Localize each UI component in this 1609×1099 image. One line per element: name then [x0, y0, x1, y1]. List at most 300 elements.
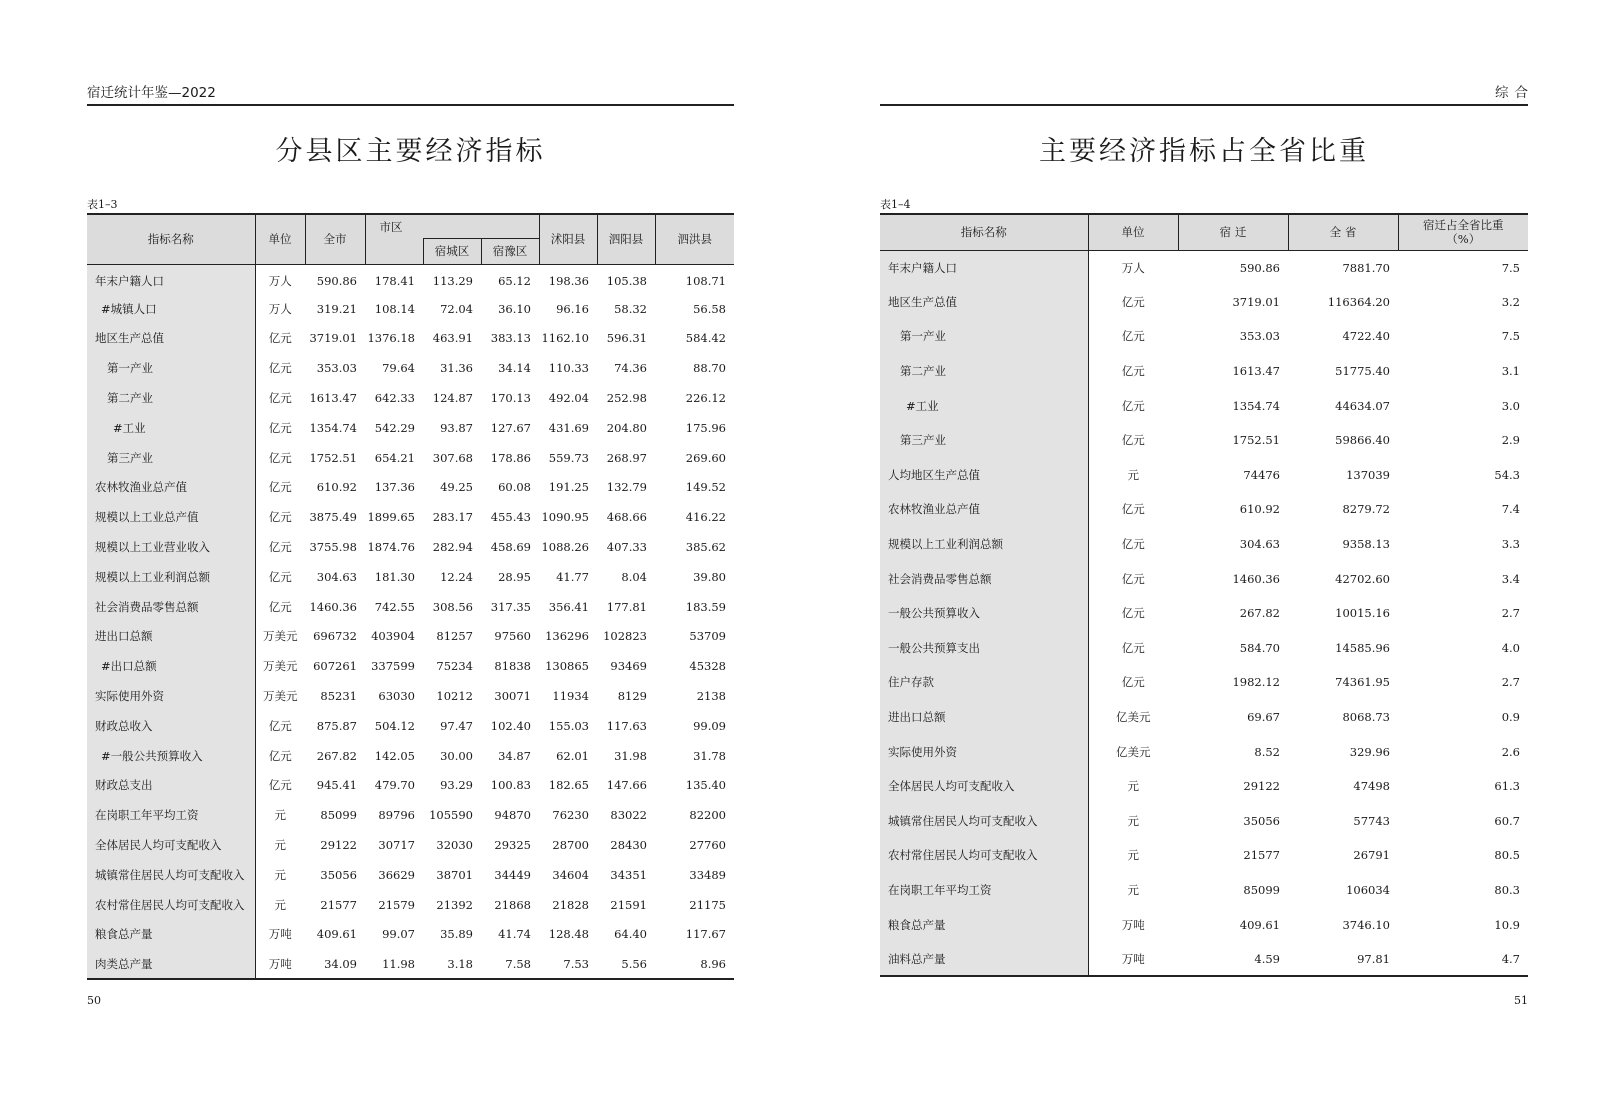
table-row [880, 700, 1528, 735]
value-cell: 590.86 [316, 274, 357, 289]
value-cell: 105.38 [606, 274, 647, 289]
value-cell: 93.29 [440, 778, 473, 793]
header-city: 全市 [305, 214, 365, 264]
indicator-name: 第一产业 [880, 319, 1088, 354]
value-cell: 106034 [1346, 882, 1390, 897]
value-cell: 54.3 [1494, 467, 1520, 482]
table-row [880, 804, 1528, 839]
value-cell: 82200 [689, 808, 726, 823]
value-cell: 353.03 [316, 361, 357, 376]
value-cell: 108.71 [685, 274, 726, 289]
value-cell: 1752.51 [309, 450, 357, 465]
province-share-table [880, 213, 1528, 977]
value-cell: 41.74 [498, 927, 531, 942]
value-cell: 584.70 [1239, 640, 1280, 655]
value-cell: 21828 [552, 897, 589, 912]
indicator-unit: 亿元 [1121, 606, 1145, 621]
value-cell: 3.2 [1501, 294, 1520, 309]
value-cell: 28430 [610, 838, 647, 853]
value-cell: 319.21 [316, 301, 357, 316]
indicator-unit: 元 [1127, 813, 1139, 828]
indicator-unit: 元 [1127, 848, 1139, 863]
indicator-name: 住户存款 [880, 665, 1088, 700]
value-cell: 93469 [610, 659, 647, 674]
value-cell: 191.25 [548, 480, 589, 495]
value-cell: 875.87 [316, 718, 357, 733]
indicator-unit: 亿元 [268, 569, 292, 584]
value-cell: 35.89 [440, 927, 473, 942]
value-cell: 7.4 [1501, 502, 1520, 517]
indicator-name: 规模以上工业利润总额 [880, 527, 1088, 562]
value-cell: 34.09 [324, 956, 357, 971]
table-row [880, 423, 1528, 458]
indicator-unit: 万美元 [263, 689, 298, 704]
table-row [87, 622, 734, 652]
value-cell: 136296 [545, 629, 589, 644]
indicator-unit: 万吨 [268, 927, 292, 942]
value-cell: 1752.51 [1232, 433, 1280, 448]
value-cell: 1354.74 [309, 420, 357, 435]
indicator-unit: 亿元 [268, 510, 292, 525]
indicator-unit: 元 [274, 897, 286, 912]
value-cell: 39.80 [693, 569, 726, 584]
value-cell: 102823 [603, 629, 647, 644]
indicator-unit: 亿元 [268, 480, 292, 495]
value-cell: 7.5 [1501, 329, 1520, 344]
value-cell: 403904 [371, 629, 415, 644]
header-district-blank [365, 238, 423, 264]
header-sihong: 泗洪县 [655, 214, 734, 264]
indicator-unit: 亿元 [268, 450, 292, 465]
value-cell: 1460.36 [309, 599, 357, 614]
indicator-unit: 亿元 [1121, 675, 1145, 690]
value-cell: 117.67 [685, 927, 726, 942]
value-cell: 4.0 [1501, 640, 1520, 655]
value-cell: 479.70 [374, 778, 415, 793]
value-cell: 307.68 [432, 450, 473, 465]
value-cell: 127.67 [490, 420, 531, 435]
value-cell: 3.3 [1501, 537, 1520, 552]
table-row [880, 907, 1528, 942]
value-cell: 252.98 [606, 391, 647, 406]
value-cell: 69.67 [1247, 710, 1280, 725]
value-cell: 58.32 [614, 301, 647, 316]
page-title-left: 分县区主要经济指标 [275, 136, 546, 167]
header-unit: 单位 [1088, 214, 1178, 250]
value-cell: 34449 [494, 867, 531, 882]
value-cell: 1090.95 [541, 510, 589, 525]
value-cell: 65.12 [498, 274, 531, 289]
value-cell: 57743 [1353, 813, 1390, 828]
value-cell: 116364.20 [1327, 294, 1390, 309]
value-cell: 1376.18 [367, 331, 415, 346]
indicator-name: 实际使用外资 [87, 681, 255, 711]
header-share-line1: 宿迁占全省比重 [1423, 218, 1504, 233]
indicator-unit: 亿美元 [1116, 710, 1151, 725]
value-cell: 21577 [1243, 848, 1280, 863]
value-cell: 696732 [313, 629, 357, 644]
value-cell: 383.13 [490, 331, 531, 346]
value-cell: 175.96 [685, 420, 726, 435]
value-cell: 30.00 [440, 748, 473, 763]
value-cell: 72.04 [440, 301, 473, 316]
value-cell: 21591 [610, 897, 647, 912]
value-cell: 1162.10 [541, 331, 589, 346]
value-cell: 1613.47 [309, 391, 357, 406]
table-row [880, 873, 1528, 908]
value-cell: 7.53 [563, 956, 589, 971]
value-cell: 463.91 [432, 331, 473, 346]
table-row [87, 681, 734, 711]
value-cell: 353.03 [1239, 329, 1280, 344]
value-cell: 504.12 [374, 718, 415, 733]
value-cell: 304.63 [1239, 537, 1280, 552]
value-cell: 654.21 [374, 450, 415, 465]
value-cell: 458.69 [490, 540, 531, 555]
indicator-name: #城镇人口 [87, 294, 255, 324]
indicator-name: 一般公共预算收入 [880, 596, 1088, 631]
indicator-unit: 万美元 [263, 659, 298, 674]
indicator-unit: 元 [1127, 467, 1139, 482]
table-row [880, 769, 1528, 804]
value-cell: 3875.49 [309, 510, 357, 525]
value-cell: 1088.26 [541, 540, 589, 555]
table-row [87, 383, 734, 413]
header-suqian: 宿 迁 [1178, 214, 1288, 250]
value-cell: 64.40 [614, 927, 647, 942]
indicator-unit: 万人 [268, 301, 292, 316]
value-cell: 105590 [429, 808, 473, 823]
value-cell: 431.69 [548, 420, 589, 435]
value-cell: 267.82 [1239, 606, 1280, 621]
value-cell: 10.9 [1494, 917, 1520, 932]
table-row [880, 631, 1528, 666]
value-cell: 183.59 [685, 599, 726, 614]
value-cell: 81257 [436, 629, 473, 644]
indicator-name: #工业 [880, 388, 1088, 423]
value-cell: 34.14 [498, 361, 531, 376]
value-cell: 308.56 [432, 599, 473, 614]
page-title-right: 主要经济指标占全省比重 [1039, 136, 1369, 167]
value-cell: 8.52 [1254, 744, 1280, 759]
value-cell: 30071 [494, 689, 531, 704]
value-cell: 1874.76 [367, 540, 415, 555]
value-cell: 76230 [552, 808, 589, 823]
value-cell: 269.60 [685, 450, 726, 465]
value-cell: 7.5 [1501, 260, 1520, 275]
value-cell: 8279.72 [1342, 502, 1390, 517]
value-cell: 61.3 [1494, 779, 1520, 794]
value-cell: 38701 [436, 867, 473, 882]
value-cell: 26791 [1353, 848, 1390, 863]
value-cell: 9358.13 [1342, 537, 1390, 552]
indicator-unit: 亿元 [1121, 364, 1145, 379]
header-suyu: 宿豫区 [481, 238, 539, 264]
value-cell: 97.47 [440, 718, 473, 733]
indicator-unit: 万吨 [1121, 951, 1145, 966]
value-cell: 584.42 [685, 331, 726, 346]
table-row [87, 800, 734, 830]
value-cell: 416.22 [685, 510, 726, 525]
header-name: 指标名称 [880, 214, 1088, 250]
value-cell: 75234 [436, 659, 473, 674]
value-cell: 97.81 [1357, 951, 1390, 966]
indicator-name: 进出口总额 [880, 700, 1088, 735]
value-cell: 29325 [494, 838, 531, 853]
value-cell: 1613.47 [1232, 364, 1280, 379]
value-cell: 63030 [378, 689, 415, 704]
value-cell: 2.7 [1501, 675, 1520, 690]
indicator-name: #出口总额 [87, 651, 255, 681]
value-cell: 0.9 [1501, 710, 1520, 725]
value-cell: 35056 [1243, 813, 1280, 828]
value-cell: 409.61 [1239, 917, 1280, 932]
table-row [880, 492, 1528, 527]
value-cell: 80.3 [1494, 882, 1520, 897]
value-cell: 149.52 [685, 480, 726, 495]
indicator-unit: 亿元 [268, 420, 292, 435]
value-cell: 56.58 [693, 301, 726, 316]
value-cell: 137.36 [374, 480, 415, 495]
table-row [880, 285, 1528, 320]
value-cell: 31.98 [614, 748, 647, 763]
value-cell: 132.79 [606, 480, 647, 495]
indicator-name: 第三产业 [880, 423, 1088, 458]
indicator-unit: 亿元 [268, 599, 292, 614]
value-cell: 85099 [1243, 882, 1280, 897]
table-row [87, 741, 734, 771]
value-cell: 28700 [552, 838, 589, 853]
header-share [1398, 214, 1528, 250]
value-cell: 304.63 [316, 569, 357, 584]
value-cell: 2.9 [1501, 433, 1520, 448]
value-cell: 3.0 [1501, 398, 1520, 413]
value-cell: 2.6 [1501, 744, 1520, 759]
value-cell: 2138 [696, 689, 726, 704]
indicator-name: 财政总收入 [87, 711, 255, 741]
value-cell: 4.7 [1501, 951, 1520, 966]
value-cell: 113.29 [432, 274, 473, 289]
value-cell: 559.73 [548, 450, 589, 465]
indicator-name: 全体居民人均可支配收入 [880, 769, 1088, 804]
indicator-name: 农林牧渔业总产值 [880, 492, 1088, 527]
value-cell: 204.80 [606, 420, 647, 435]
indicator-name: #一般公共预算收入 [87, 741, 255, 771]
value-cell: 93.87 [440, 420, 473, 435]
header-district: 市区 [365, 214, 423, 238]
indicator-unit: 亿元 [268, 540, 292, 555]
indicator-name: 进出口总额 [87, 622, 255, 652]
indicator-name: 油料总产量 [880, 942, 1088, 977]
table-row [880, 250, 1528, 285]
indicator-unit: 元 [274, 867, 286, 882]
value-cell: 1982.12 [1232, 675, 1280, 690]
table-row [87, 830, 734, 860]
value-cell: 74.36 [614, 361, 647, 376]
value-cell: 124.87 [432, 391, 473, 406]
value-cell: 102.40 [490, 718, 531, 733]
table-row [87, 562, 734, 592]
indicator-name: 规模以上工业总产值 [87, 502, 255, 532]
header-share-line2: （%） [1446, 232, 1481, 247]
value-cell: 356.41 [548, 599, 589, 614]
value-cell: 29122 [1243, 779, 1280, 794]
indicator-name: 肉类总产量 [87, 949, 255, 979]
value-cell: 1460.36 [1232, 571, 1280, 586]
value-cell: 21868 [494, 897, 531, 912]
value-cell: 3.18 [447, 956, 473, 971]
value-cell: 42702.60 [1335, 571, 1390, 586]
value-cell: 51775.40 [1335, 364, 1390, 379]
value-cell: 53709 [689, 629, 726, 644]
value-cell: 10015.16 [1335, 606, 1390, 621]
value-cell: 3755.98 [309, 540, 357, 555]
table-row [87, 771, 734, 801]
indicator-name: 城镇常住居民人均可支配收入 [87, 860, 255, 890]
indicator-name: 农林牧渔业总产值 [87, 473, 255, 503]
value-cell: 117.63 [606, 718, 647, 733]
value-cell: 177.81 [606, 599, 647, 614]
value-cell: 407.33 [606, 540, 647, 555]
header-sucheng: 宿城区 [423, 238, 481, 264]
indicator-unit: 元 [274, 838, 286, 853]
table-row [87, 711, 734, 741]
value-cell: 3.1 [1501, 364, 1520, 379]
indicator-unit: 亿元 [1121, 294, 1145, 309]
table-row [87, 532, 734, 562]
value-cell: 33489 [689, 867, 726, 882]
value-cell: 36629 [378, 867, 415, 882]
indicator-unit: 万人 [1121, 260, 1145, 275]
value-cell: 3.4 [1501, 571, 1520, 586]
page-number-left: 50 [87, 994, 101, 1007]
indicator-name: 年末户籍人口 [880, 250, 1088, 285]
value-cell: 36.10 [498, 301, 531, 316]
value-cell: 3719.01 [1232, 294, 1280, 309]
value-cell: 181.30 [374, 569, 415, 584]
value-cell: 79.64 [382, 361, 415, 376]
value-cell: 49.25 [440, 480, 473, 495]
table-row [880, 561, 1528, 596]
indicator-unit: 亿元 [1121, 329, 1145, 344]
indicator-name: 第一产业 [87, 353, 255, 383]
value-cell: 607261 [313, 659, 357, 674]
value-cell: 1899.65 [367, 510, 415, 525]
indicator-unit: 亿元 [1121, 433, 1145, 448]
value-cell: 455.43 [490, 510, 531, 525]
value-cell: 468.66 [606, 510, 647, 525]
value-cell: 28.95 [498, 569, 531, 584]
table-row [87, 651, 734, 681]
value-cell: 170.13 [490, 391, 531, 406]
indicator-unit: 元 [274, 808, 286, 823]
value-cell: 182.65 [548, 778, 589, 793]
value-cell: 81838 [494, 659, 531, 674]
table-label-1-3: 表1–3 [87, 198, 118, 211]
value-cell: 142.05 [374, 748, 415, 763]
value-cell: 492.04 [548, 391, 589, 406]
value-cell: 11934 [552, 689, 589, 704]
value-cell: 85099 [320, 808, 357, 823]
table-row [87, 949, 734, 979]
value-cell: 34.87 [498, 748, 531, 763]
indicator-unit: 万吨 [1121, 917, 1145, 932]
value-cell: 596.31 [606, 331, 647, 346]
value-cell: 89796 [378, 808, 415, 823]
value-cell: 1354.74 [1232, 398, 1280, 413]
value-cell: 80.5 [1494, 848, 1520, 863]
table-row [880, 665, 1528, 700]
value-cell: 590.86 [1239, 260, 1280, 275]
indicator-name: 财政总支出 [87, 771, 255, 801]
value-cell: 3746.10 [1342, 917, 1390, 932]
value-cell: 41.77 [556, 569, 589, 584]
value-cell: 35056 [320, 867, 357, 882]
value-cell: 385.62 [685, 540, 726, 555]
value-cell: 329.96 [1349, 744, 1390, 759]
table-row [87, 413, 734, 443]
table-row [87, 920, 734, 950]
value-cell: 59866.40 [1335, 433, 1390, 448]
value-cell: 8129 [617, 689, 647, 704]
value-cell: 4.59 [1254, 951, 1280, 966]
table-row [87, 890, 734, 920]
value-cell: 147.66 [606, 778, 647, 793]
value-cell: 135.40 [685, 778, 726, 793]
indicator-name: 农村常住居民人均可支配收入 [87, 890, 255, 920]
value-cell: 610.92 [316, 480, 357, 495]
header-province: 全 省 [1288, 214, 1398, 250]
value-cell: 945.41 [316, 778, 357, 793]
table-row [87, 353, 734, 383]
indicator-name: 社会消费品零售总额 [880, 561, 1088, 596]
indicator-name: 社会消费品零售总额 [87, 592, 255, 622]
value-cell: 268.97 [606, 450, 647, 465]
indicator-unit: 亿元 [1121, 502, 1145, 517]
indicator-unit: 亿元 [268, 748, 292, 763]
value-cell: 47498 [1353, 779, 1390, 794]
value-cell: 11.98 [382, 956, 415, 971]
value-cell: 34351 [610, 867, 647, 882]
value-cell: 7.58 [505, 956, 531, 971]
value-cell: 108.14 [374, 301, 415, 316]
value-cell: 31.36 [440, 361, 473, 376]
indicator-unit: 万人 [268, 274, 292, 289]
value-cell: 642.33 [374, 391, 415, 406]
indicator-name: 城镇常住居民人均可支配收入 [880, 804, 1088, 839]
indicator-name: 一般公共预算支出 [880, 631, 1088, 666]
value-cell: 14585.96 [1335, 640, 1390, 655]
value-cell: 99.09 [693, 718, 726, 733]
running-head-right-text: 综合 [1495, 85, 1534, 101]
value-cell: 83022 [610, 808, 647, 823]
value-cell: 130865 [545, 659, 589, 674]
value-cell: 94870 [494, 808, 531, 823]
indicator-name: 农村常住居民人均可支配收入 [880, 838, 1088, 873]
page-number-right: 51 [1514, 994, 1528, 1007]
value-cell: 99.07 [382, 927, 415, 942]
table-row [87, 860, 734, 890]
running-head-right [880, 84, 1534, 106]
table-row [880, 838, 1528, 873]
indicator-unit: 亿元 [1121, 571, 1145, 586]
table-row [880, 388, 1528, 423]
indicator-unit: 亿元 [268, 718, 292, 733]
value-cell: 32030 [436, 838, 473, 853]
value-cell: 8068.73 [1342, 710, 1390, 725]
indicator-name: 全体居民人均可支配收入 [87, 830, 255, 860]
indicator-name: 粮食总产量 [880, 907, 1088, 942]
